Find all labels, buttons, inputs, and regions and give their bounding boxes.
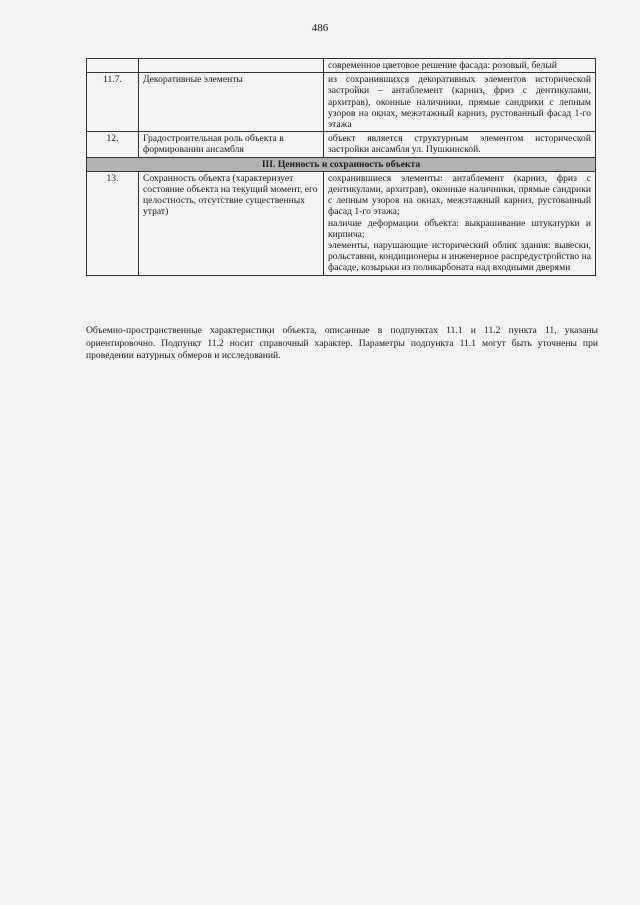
- row-name: Градостроительная роль объекта в формировании ансамбля: [139, 132, 324, 157]
- row-name: Сохранность объекта (характеризует состояние объекта на текущий момент, его целостность, отсутствие существенных утрат): [139, 171, 324, 275]
- heritage-object-table: [86, 58, 596, 276]
- table-row: [87, 171, 596, 275]
- row-description: [324, 132, 596, 157]
- row-name: Декоративные элементы: [139, 73, 324, 132]
- section-header-row: [87, 157, 596, 171]
- description-line: наличие деформации объекта: выкрашивание штукатурки и кирпича;: [328, 217, 591, 240]
- description-line: современное цветовое решение фасада: розовый, белый: [328, 60, 557, 71]
- table-row: [87, 59, 596, 73]
- description-line: из сохранившихся декоративных элементов исторической застройки – антаблемент (карниз, фриз с дентикулами, архитрав), оконные наличники, прямые сандрики с лепным узоров на окнах, межэтажный карниз, рустованный фасад 1-го этажа: [328, 74, 591, 131]
- table-row: [87, 73, 596, 132]
- row-number: [87, 59, 139, 73]
- row-description: [324, 73, 596, 132]
- footnote-paragraph: Объемно-пространственные характеристики объекта, описанные в подпунктах 11.1 и 11.2 пункта 11, указаны ориентировочно. Подпункт 11.2 носит справочный характер. Параметры подпункта 11.1 могут быть уточнены при проведении натурных обмеров и исследований.: [86, 325, 598, 362]
- page-number: 486: [311, 22, 329, 34]
- row-number: 13.: [87, 171, 139, 275]
- row-name: [139, 59, 324, 73]
- row-number: 11.7.: [87, 73, 139, 132]
- row-description: [324, 171, 596, 275]
- row-description: [324, 59, 596, 73]
- description-line: сохранившиеся элементы: антаблемент (карниз, фриз с дентикулами, архитрав), оконные наличники, прямые сандрики с лепным узоров на окнах, межэтажный карниз, рустованный фасад 1-го этажа;: [328, 172, 591, 218]
- table-row: [87, 132, 596, 157]
- row-number: 12.: [87, 132, 139, 157]
- description-line: элементы, нарушающие исторический облик здания: вывески, рольставни, кондиционеры и инженерное распредустройство на фасаде, козырьки из поликарбоната над входными дверями: [328, 240, 591, 274]
- description-line: объект является структурным элементом исторической застройки ансамбля ул. Пушкинской.: [328, 133, 591, 156]
- section-title: III. Ценность и сохранность объекта: [87, 157, 596, 171]
